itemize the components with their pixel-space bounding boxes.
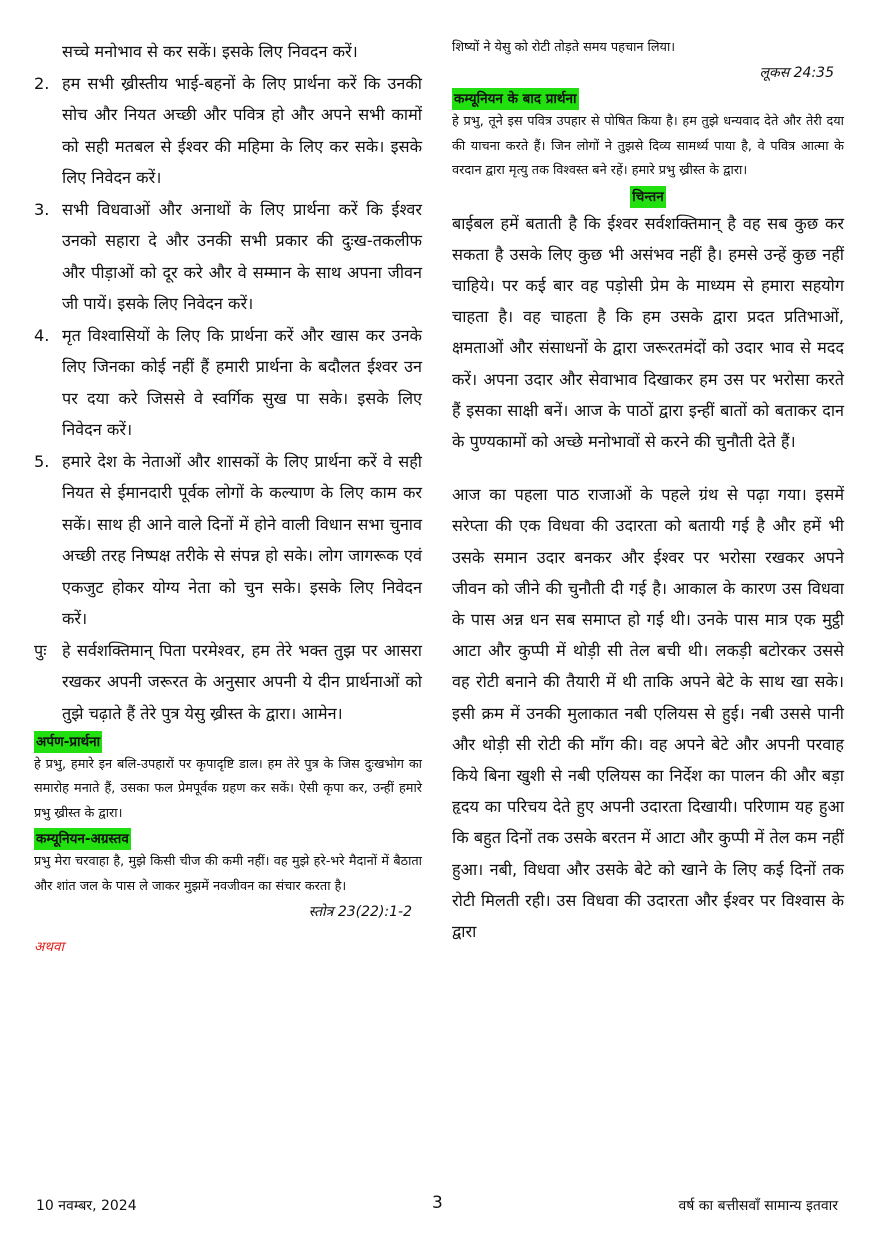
page-number: 3 bbox=[432, 1193, 443, 1213]
prayer-text: सच्चे मनोभाव से कर सकें। इसके लिए निवदन करें। bbox=[62, 42, 358, 61]
offering-heading: अर्पण-प्रार्थना bbox=[34, 731, 102, 753]
footer-date: 10 नवम्बर, 2024 bbox=[36, 1198, 137, 1214]
prayer-number: 3. bbox=[34, 199, 50, 219]
prayer-1-continuation bbox=[34, 36, 422, 68]
reflection-heading: चिन्तन bbox=[630, 186, 665, 208]
or-label: अथवा bbox=[34, 939, 64, 956]
right-column bbox=[452, 36, 844, 947]
communion-antiphon-heading: कम्यूनियन-अग्रस्तव bbox=[34, 828, 131, 850]
footer-occasion: वर्ष का बत्तीसवाँ सामान्य इतवार bbox=[678, 1198, 838, 1214]
prayer-item bbox=[34, 194, 422, 320]
prayer-number: 4. bbox=[34, 325, 50, 345]
reflection-paragraph: बाईबल हमें बताती है कि ईश्वर सर्वशक्तिमान् है वह सब कुछ कर सकता है उसके लिए कुछ भी असंभव नहीं है। हमसे उन्हें कुछ नहीं चाहिये। पर कई बार वह पड़ोसी प्रेम के माध्यम से हमारा सहयोग चाहता है। वह चाहता है कि हम उसके द्वारा प्रदत प्रतिभाओं, क्षमताओं और संसाधनों के द्वारा जरूरतमंदों को उदार भाव से मदद करें। अपना उदार और सेवाभाव दिखाकर हम उस पर भरोसा करते हैं इसका साक्षी बनें। आज के पाठों द्वारा इन्हीं बातों को बताकर दान के पुण्यकामों को अच्छे मनोभावों से करने की चुनौती देते हैं। bbox=[452, 213, 844, 452]
communion-antiphon-section bbox=[34, 826, 422, 955]
reflection-paragraph: आज का पहला पाठ राजाओं के पहले ग्रंथ से पढ़ा गया। इसमें सरेप्ता की एक विधवा की उदारता को बतायी गई है और हमें भी उसके समान उदार बनकर और ईश्वर पर भरोसा रखकर अपने जीवन को जीने की चुनौती दी गई है। आकाल के कारण उस विधवा के पास अन्न धन सब समाप्त हो गई थी। उनके पास मात्र एक मुट्ठी आटा और कुप्पी में थोड़ी सी तेल बची थी। लकड़ी बटोरकर उससे वह रोटी बनाने की तैयारी में थी ताकि अपने बेटे के साथ खा सके। इसी क्रम में उनकी मुलाकात नबी एलियस से हुई। नबी उससे पानी और थोड़ी सी रोटी की माँग की। वह अपने बेटे और अपनी परवाह किये बिना खुशी से नबी एलियस का निर्देश का पालन की और बड़ा हृदय का परिचय देते हुए अपनी उदारता दिखायी। परिणाम यह हुआ कि बहुत दिनों तक उसके बरतन में आटा और कुप्पी में तेल कम नहीं हुआ। नबी, विधवा और उसके बेटे को खाने के लिए कई दिनों तक रोटी मिलती रही। उस विधवा की उदारता और ईश्वर पर विश्वास के द्वारा bbox=[452, 485, 844, 942]
prayer-text: हमारे देश के नेताओं और शासकों के लिए प्रार्थना करें वे सही नियत से ईमानदारी पूर्वक लोगों के कल्याण के लिए काम कर सकें। साथ ही आने वाले दिनों में होने वाली विधान सभा चुनाव अच्छी तरह निष्पक्ष तरीके से संपन्न हो सके। लोग जागरूक एवं एकजुट होकर योग्य नेता को चुन सके। इसके लिए निवेदन करें। bbox=[62, 451, 422, 628]
left-column bbox=[34, 36, 422, 955]
prayer-number: पुः bbox=[34, 640, 47, 660]
prayer-text: मृत विश्वासियों के लिए कि प्रार्थना करें और खास कर उनके लिए जिनका कोई नहीं हैं हमारी प्रार्थना के बदौलत ईश्वर उन पर दया करे जिससे वे स्वर्गिक सुख पा सके। इसके लिए निवेदन करें। bbox=[62, 325, 422, 439]
post-communion-heading: कम्यूनियन के बाद प्रार्थना bbox=[452, 88, 579, 110]
antiphon-reference: लूकस 24:35 bbox=[759, 65, 834, 82]
antiphon-continuation: शिष्यों ने येसु को रोटी तोड़ते समय पहचान लिया। bbox=[452, 40, 676, 55]
prayer-number: 5. bbox=[34, 451, 50, 471]
post-communion-section bbox=[452, 86, 844, 183]
concluding-prayer bbox=[34, 635, 422, 730]
prayer-item bbox=[34, 68, 422, 194]
prayer-text: हम सभी ख्रीस्तीय भाई-बहनों के लिए प्रार्थना करें कि उनकी सोच और नियत अच्छी और पवित्र हो और अपने सभी कामों को सही मतबल से ईश्वर की महिमा के लिए कर सके। इसके लिए निवेदन करें। bbox=[62, 73, 422, 187]
prayer-text: सभी विधवाओं और अनाथों के लिए प्रार्थना करें कि ईश्वर उनको सहारा दे और उनकी सभी प्रकार की दुःख-तकलीफ और पीड़ाओं को दूर करे और वे सम्मान के साथ अपना जीवन जी पायें। इसके लिए निवेदन करें। bbox=[62, 199, 422, 313]
prayer-number: 2. bbox=[34, 73, 50, 93]
communion-antiphon-reference: स्तोत्र 23(22):1-2 bbox=[308, 904, 412, 921]
communion-antiphon-text: प्रभु मेरा चरवाहा है, मुझे किसी चीज की कमी नहीं। वह मुझे हरे-भरे मैदानों में बैठाता और शांत जल के पास ले जाकर मुझमें नवजीवन का संचार करता है। bbox=[34, 854, 422, 894]
prayer-item bbox=[34, 446, 422, 635]
prayer-item bbox=[34, 320, 422, 446]
offering-text: हे प्रभु, हमारे इन बलि-उपहारों पर कृपादृष्टि डाल। हम तेरे पुत्र के जिस दुःखभोग का समारोह मनाते हैं, उसका फल प्रेमपूर्वक ग्रहण कर सकें। ऐसी कृपा कर, उन्हीं हमारे प्रभु ख्रीस्त के द्वारा। bbox=[34, 757, 422, 821]
post-communion-text: हे प्रभु, तूने इस पवित्र उपहार से पोषित किया है। हम तुझे धन्यवाद देते और तेरी दया की याचना करते हैं। जिन लोगों ने तुझसे दिव्य सामर्थ्य पाया है, वे पवित्र आत्मा के वरदान द्वारा मृत्यु तक विश्वस्त बने रहें। हमारे प्रभु ख्रीस्त के द्वारा। bbox=[452, 114, 844, 179]
offering-section bbox=[34, 729, 422, 826]
reflection-section bbox=[452, 184, 844, 948]
prayer-text: हे सर्वशक्तिमान् पिता परमेश्वर, हम तेरे भक्त तुझ पर आसरा रखकर अपनी जरूरत के अनुसार अपनी ये दीन प्रार्थनाओं को तुझे चढ़ाते हैं तेरे पुत्र येसु ख्रीस्त के द्वारा। आमेन। bbox=[62, 640, 422, 723]
